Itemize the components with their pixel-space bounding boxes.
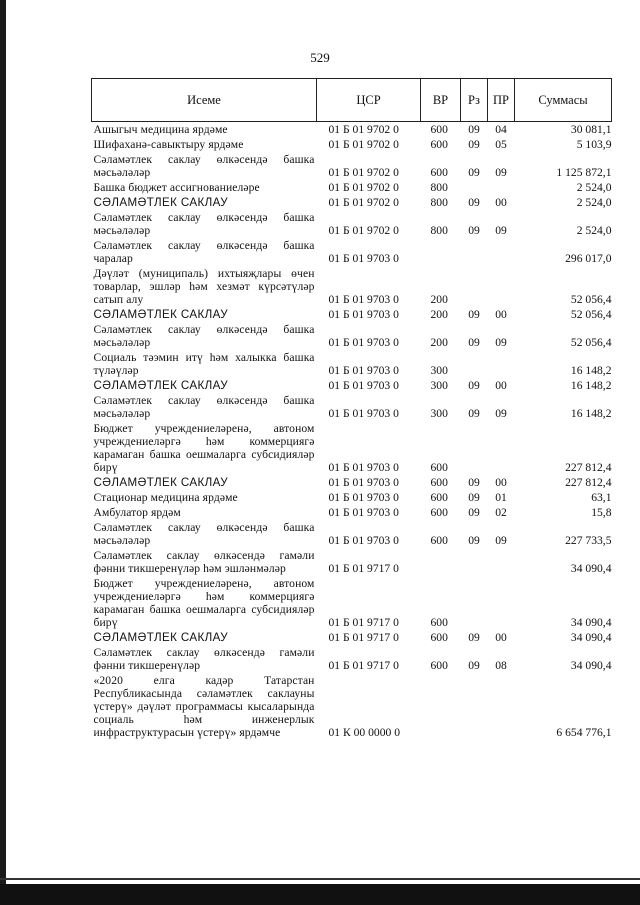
cell-vr: 300 [430,379,448,392]
cell-rz: 09 [468,379,480,392]
scan-bottom-edge [0,884,640,905]
table-row [92,548,612,576]
cell-vr: 600 [430,616,448,629]
cell-sum: 16 148,2 [570,379,612,392]
cell-sum: 6 654 776,1 [556,726,612,739]
table-row [92,378,612,393]
cell-pr: 09 [495,224,507,237]
cell-vr: 600 [430,123,448,136]
cell-name: Сәламәтлек саклау өлкәсендә гамәли фәнни тикшеренүләр [93,646,315,672]
table-row [92,645,612,673]
header-sum: Суммасы [515,79,612,122]
table-row [92,180,612,195]
cell-sum: 63,1 [591,491,612,504]
cell-vr [421,548,461,576]
cell-vr: 800 [430,224,448,237]
header-name: Исеме [92,79,317,122]
table-row [92,490,612,505]
cell-vr: 600 [430,138,448,151]
cell-rz: 09 [468,138,480,151]
cell-sum: 52 056,4 [570,293,612,306]
header-pr: ПР [488,79,515,122]
cell-rz: 09 [468,196,480,209]
table-header-row [92,79,612,122]
cell-csr: 01 К 00 0000 0 [328,726,400,739]
table-row [92,350,612,378]
cell-sum: 34 090,4 [570,616,612,629]
cell-vr: 800 [430,196,448,209]
cell-pr [488,266,515,307]
cell-sum: 52 056,4 [570,336,612,349]
cell-vr: 600 [430,659,448,672]
table-row [92,576,612,630]
cell-rz [461,180,488,195]
cell-pr [488,350,515,378]
cell-csr: 01 Б 01 9703 0 [328,476,399,489]
cell-name: Сәламәтлек саклау өлкәсендә башка мәсьәләләр [93,323,315,349]
table-row [92,210,612,238]
cell-rz [461,673,488,740]
cell-name: Дәүләт (муниципаль) ихтыяҗлары өчен товарлар, эшләр һәм хезмәт күрсәтүләр сатып алу [93,267,315,306]
cell-rz [461,350,488,378]
cell-pr: 08 [495,659,507,672]
cell-name: СӘЛАМӘТЛЕК САКЛАУ [93,476,229,489]
cell-name: Бюджет учреждениеләренә, автоном учреждениеләргә һәм коммерциягә карамаган башка оешмаларга субсидияләр бирү [93,577,315,629]
cell-rz [461,266,488,307]
cell-csr: 01 Б 01 9717 0 [328,631,399,644]
table-row [92,673,612,740]
cell-name: Сәламәтлек саклау өлкәсендә башка мәсьәләләр [93,153,315,179]
cell-name: Шифаханә-савыктыру ярдәме [93,138,244,151]
cell-pr [488,421,515,475]
cell-pr: 00 [495,379,507,392]
cell-csr: 01 Б 01 9702 0 [328,166,399,179]
cell-vr: 300 [430,407,448,420]
cell-vr: 200 [430,293,448,306]
table-row [92,122,612,138]
table-row [92,475,612,490]
cell-sum: 30 081,1 [570,123,612,136]
header-vr: ВР [421,79,461,122]
table-row [92,322,612,350]
cell-csr: 01 Б 01 9703 0 [328,308,399,321]
cell-sum: 34 090,4 [570,562,612,575]
cell-sum: 16 148,2 [570,407,612,420]
cell-name: СӘЛАМӘТЛЕК САКЛАУ [93,631,229,644]
cell-rz [461,238,488,266]
cell-rz: 09 [468,491,480,504]
cell-name: Амбулатор ярдәм [93,506,181,519]
cell-sum: 296 017,0 [565,252,612,265]
cell-vr: 600 [430,506,448,519]
cell-csr: 01 Б 01 9703 0 [328,506,399,519]
cell-rz: 09 [468,534,480,547]
cell-name: Сәламәтлек саклау өлкәсендә башка мәсьәләләр [93,521,315,547]
table-row [92,152,612,180]
table-row [92,238,612,266]
scan-left-edge [0,0,6,905]
table-row [92,195,612,210]
cell-rz [461,548,488,576]
cell-pr: 00 [495,196,507,209]
table-row [92,266,612,307]
cell-vr: 600 [430,534,448,547]
cell-rz: 09 [468,224,480,237]
cell-csr: 01 Б 01 9703 0 [328,407,399,420]
cell-vr: 200 [430,308,448,321]
cell-vr: 600 [430,631,448,644]
cell-name: «2020 елга кадәр Татарстан Республикасында сәламәтлек саклауны үстерү» дәүләт программасы кысаларында социаль һәм инженерлык инфраструктурасын үстерү» ярдәмче [93,674,315,739]
cell-rz: 09 [468,407,480,420]
cell-name: Башка бюджет ассигнованиеләре [93,181,260,194]
cell-vr: 600 [430,491,448,504]
cell-name: СӘЛАМӘТЛЕК САКЛАУ [93,196,229,209]
budget-table [91,78,612,740]
table-row [92,307,612,322]
cell-csr: 01 Б 01 9702 0 [328,138,399,151]
table-body [92,122,612,741]
cell-pr: 02 [495,506,507,519]
cell-pr: 00 [495,308,507,321]
cell-csr: 01 Б 01 9702 0 [328,224,399,237]
cell-csr: 01 Б 01 9703 0 [328,379,399,392]
table-row [92,393,612,421]
cell-pr: 09 [495,407,507,420]
cell-vr: 600 [430,461,448,474]
cell-pr: 09 [495,534,507,547]
cell-pr [488,180,515,195]
cell-csr: 01 Б 01 9703 0 [328,252,399,265]
page-number: 529 [310,50,330,65]
cell-csr: 01 Б 01 9703 0 [328,491,399,504]
cell-rz: 09 [468,336,480,349]
cell-name: СӘЛАМӘТЛЕК САКЛАУ [93,379,229,392]
cell-name: СӘЛАМӘТЛЕК САКЛАУ [93,308,229,321]
cell-pr: 09 [495,336,507,349]
cell-name: Социаль тәэмин итү һәм халыкка башка түләүләр [93,351,315,377]
cell-rz: 09 [468,123,480,136]
cell-csr: 01 Б 01 9702 0 [328,181,399,194]
cell-pr: 05 [495,138,507,151]
cell-csr: 01 Б 01 9703 0 [328,461,399,474]
cell-pr [488,673,515,740]
cell-csr: 01 Б 01 9717 0 [328,659,399,672]
cell-csr: 01 Б 01 9703 0 [328,364,399,377]
cell-pr: 04 [495,123,507,136]
table-row [92,137,612,152]
cell-sum: 16 148,2 [570,364,612,377]
cell-csr: 01 Б 01 9717 0 [328,616,399,629]
table-row [92,520,612,548]
cell-rz: 09 [468,659,480,672]
header-csr: ЦСР [317,79,421,122]
cell-csr: 01 Б 01 9717 0 [328,562,399,575]
cell-vr: 800 [430,181,448,194]
cell-name: Бюджет учреждениеләренә, автоном учреждениеләргә һәм коммерциягә карамаган башка оешмаларга субсидияләр бирү [93,422,315,474]
cell-vr: 200 [430,336,448,349]
cell-pr: 00 [495,476,507,489]
cell-vr: 600 [430,166,448,179]
table-row [92,421,612,475]
table-row [92,630,612,645]
cell-csr: 01 Б 01 9702 0 [328,123,399,136]
cell-rz: 09 [468,631,480,644]
cell-csr: 01 Б 01 9703 0 [328,336,399,349]
cell-pr [488,576,515,630]
cell-sum: 2 524,0 [576,196,612,209]
cell-vr: 300 [430,364,448,377]
cell-rz [461,576,488,630]
cell-rz: 09 [468,506,480,519]
cell-sum: 227 812,4 [565,476,612,489]
cell-sum: 34 090,4 [570,659,612,672]
cell-vr [421,238,461,266]
cell-sum: 227 733,5 [565,534,612,547]
header-rz: Рз [461,79,488,122]
cell-sum: 227 812,4 [565,461,612,474]
cell-name: Сәламәтлек саклау өлкәсендә башка чаралар [93,239,315,265]
cell-pr: 09 [495,166,507,179]
cell-sum: 34 090,4 [570,631,612,644]
cell-name: Сәламәтлек саклау өлкәсендә башка мәсьәләләр [93,394,315,420]
cell-name: Стационар медицина ярдәме [93,491,238,504]
cell-pr [488,238,515,266]
cell-csr: 01 Б 01 9703 0 [328,293,399,306]
cell-sum: 5 103,9 [576,138,612,151]
cell-rz [461,421,488,475]
cell-csr: 01 Б 01 9703 0 [328,534,399,547]
cell-sum: 2 524,0 [576,224,612,237]
cell-vr: 600 [430,476,448,489]
table-row [92,505,612,520]
cell-sum: 15,8 [591,506,612,519]
cell-pr [488,548,515,576]
cell-pr: 00 [495,631,507,644]
cell-vr [421,673,461,740]
cell-name: Сәламәтлек саклау өлкәсендә башка мәсьәләләр [93,211,315,237]
cell-sum: 2 524,0 [576,181,612,194]
cell-sum: 1 125 872,1 [556,166,612,179]
cell-sum: 52 056,4 [570,308,612,321]
cell-rz: 09 [468,476,480,489]
cell-rz: 09 [468,308,480,321]
scan-bottom-line [0,878,640,880]
cell-name: Ашыгыч медицина ярдәме [93,123,228,136]
cell-name: Сәламәтлек саклау өлкәсендә гамәли фәнни тикшеренүләр һәм эшләнмәләр [93,549,315,575]
cell-rz: 09 [468,166,480,179]
cell-csr: 01 Б 01 9702 0 [328,196,399,209]
cell-pr: 01 [495,491,507,504]
